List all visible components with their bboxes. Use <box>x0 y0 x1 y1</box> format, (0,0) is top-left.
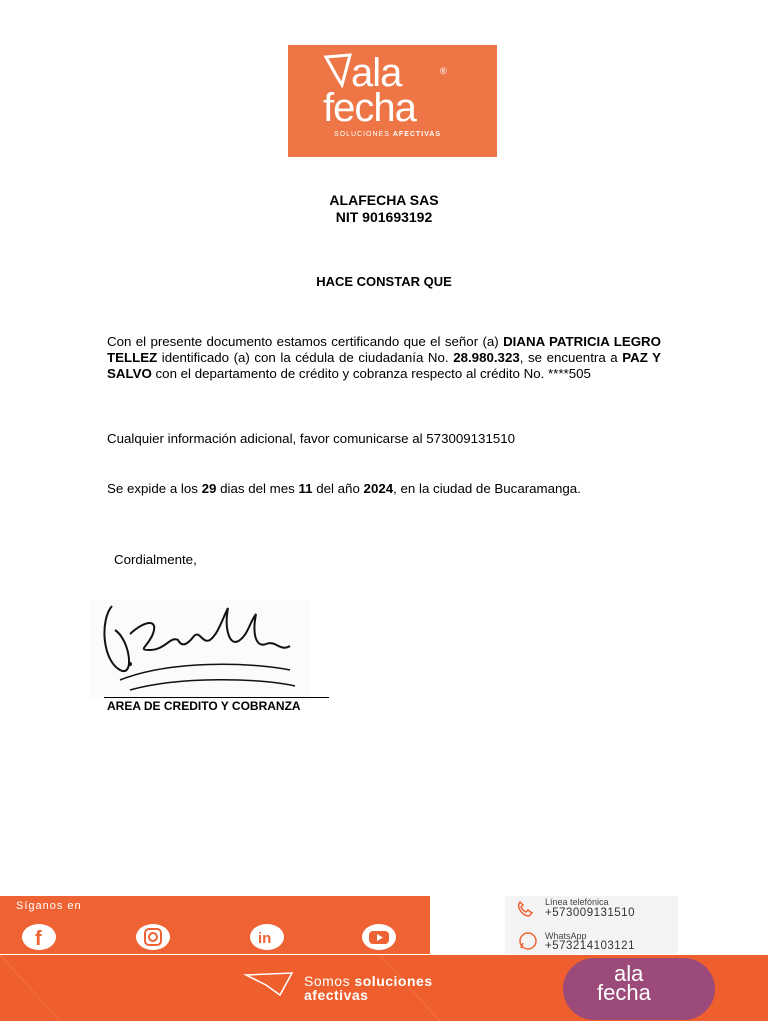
paper-plane-icon <box>246 973 292 995</box>
whatsapp-label: WhatsApp <box>545 931 587 941</box>
slogan-line1: Somos soluciones <box>304 973 433 989</box>
issue-date-paragraph: Se expide a los 29 dias del mes 11 del año 2024, en la ciudad de Bucaramanga. <box>107 481 581 496</box>
contact-paragraph: Cualquier información adicional, favor comunicarse al 573009131510 <box>107 431 516 446</box>
facebook-icon[interactable] <box>22 924 56 950</box>
slogan-line2: afectivas <box>304 987 369 1003</box>
youtube-icon[interactable] <box>362 924 396 950</box>
phone-label: Línea telefónica <box>545 897 609 907</box>
logo-registered-mark: ® <box>440 66 447 76</box>
svg-text:f: f <box>35 928 42 950</box>
document-title: HACE CONSTAR QUE <box>316 274 452 289</box>
signature-line <box>104 697 329 698</box>
svg-text:in: in <box>258 930 272 947</box>
follow-us-label: Síganos en <box>16 900 82 912</box>
company-nit: NIT 901693192 <box>335 209 433 225</box>
logo-text-ala: ala <box>351 51 402 95</box>
linkedin-icon[interactable] <box>250 924 284 950</box>
closing-text: Cordialmente, <box>114 552 197 567</box>
whatsapp-icon <box>520 933 536 949</box>
logo-tagline: SOLUCIONES AFECTIVAS <box>334 131 442 138</box>
phone-icon <box>519 902 532 916</box>
footer-logo-ala: ala <box>614 961 644 986</box>
signature-department: AREA DE CREDITO Y COBRANZA <box>107 699 301 713</box>
certification-paragraph: Con el presente documento estamos certificando que el señor (a) DIANA PATRICIA LEGRO TELLEZ identificado (a) con la cédula de ciudadanía No. 28.980.323, se encuentra a PAZ Y SALVO con el departamento de crédito y cobranza respecto al crédito No. ****505 <box>107 334 661 381</box>
logo-text-fecha: fecha <box>323 86 416 130</box>
phone-number[interactable]: +573009131510 <box>545 907 635 919</box>
company-name: ALAFECHA SAS <box>329 192 439 208</box>
footer-logo-fecha: fecha <box>597 980 651 1005</box>
whatsapp-number[interactable]: +573214103121 <box>545 940 635 952</box>
signature-image <box>90 600 310 700</box>
instagram-icon[interactable] <box>136 924 170 950</box>
